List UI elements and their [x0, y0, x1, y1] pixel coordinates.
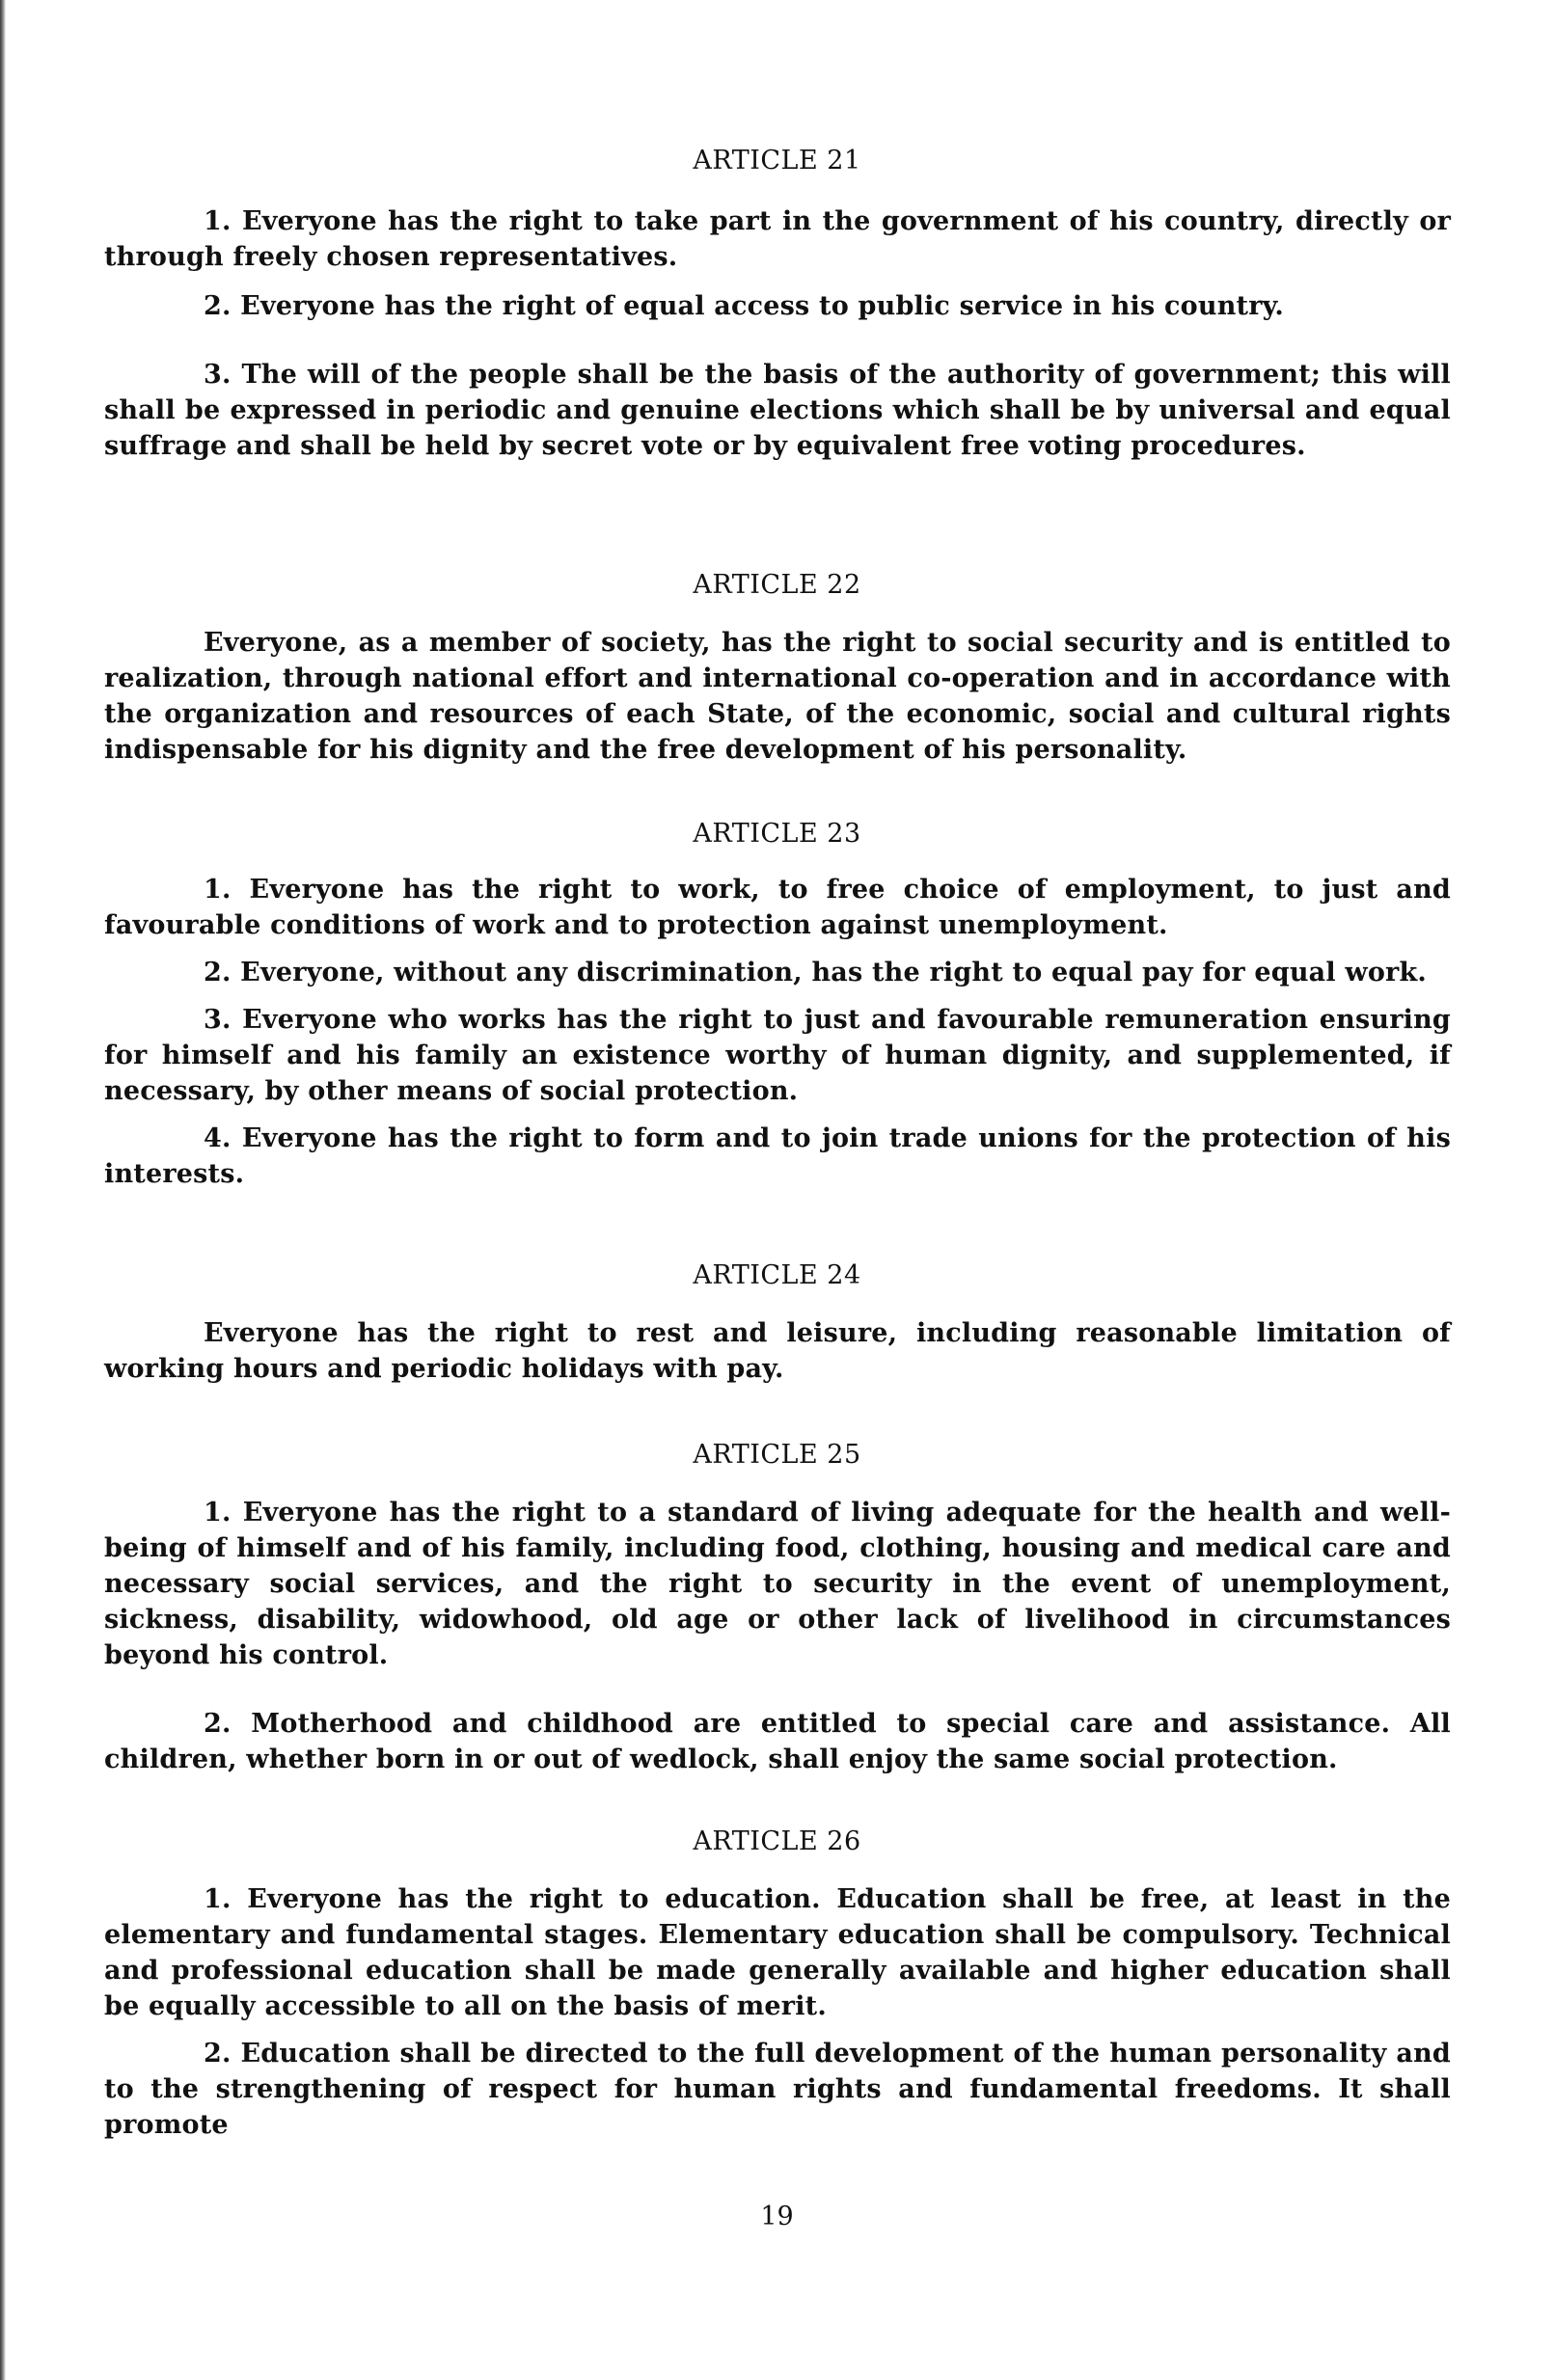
article-21-heading: ARTICLE 21 [693, 146, 861, 176]
article-26-body [104, 1881, 1451, 2143]
article-26-heading: ARTICLE 26 [693, 1826, 861, 1856]
article-25-paragraph-2: 2. Motherhood and childhood are entitled to special care and assistance. All children, whether born in or out of wedlock, shall enjoy the same social protection. [104, 1709, 1451, 1774]
article-22-paragraph-1: Everyone, as a member of society, has the right to social security and is entitled to realization, through national effort and international co-operation and in accordance with the organization and resources of each State, of the economic, social and cultural rights indispensable for his dignity and the free development of his personality. [104, 628, 1451, 765]
article-23-paragraph-4: 4. Everyone has the right to form and to join trade unions for the protection of his interests. [104, 1123, 1451, 1189]
article-21-paragraph-1: 1. Everyone has the right to take part in the government of his country, directly or through freely chosen representatives. [104, 206, 1451, 272]
article-23-paragraph-3: 3. Everyone who works has the right to just and favourable remuneration ensuring for himself and his family an existence worthy of human dignity, and supplemented, if necessary, by other means of social protection. [104, 1005, 1451, 1106]
article-26-paragraph-2: 2. Education shall be directed to the full development of the human personality and to the strengthening of respect for human rights and fundamental freedoms. It shall promote [104, 2039, 1451, 2140]
article-22-body [104, 625, 1451, 768]
article-23-body [104, 872, 1451, 1192]
article-21-paragraph-3: 3. The will of the people shall be the basis of the authority of government; this will shall be expressed in periodic and genuine elections which shall be by universal and equal suffrage and shall be held by secret vote or by equivalent free voting procedures. [104, 360, 1451, 461]
article-23-paragraph-2: 2. Everyone, without any discrimination, has the right to equal pay for equal work. [204, 958, 1427, 987]
article-24-body [104, 1315, 1451, 1387]
page-number: 19 [760, 2202, 794, 2231]
article-21-body [104, 203, 1451, 464]
article-23-paragraph-1: 1. Everyone has the right to work, to free choice of employment, to just and favourable conditions of work and to protection against unemployment. [104, 875, 1451, 940]
article-26-paragraph-1: 1. Everyone has the right to education. Education shall be free, at least in the elementary and fundamental stages. Elementary education shall be compulsory. Technical and professional education shall be made generally available and higher education shall be equally accessible to all on the basis of merit. [104, 1884, 1451, 2021]
article-21-paragraph-2: 2. Everyone has the right of equal access to public service in his country. [204, 291, 1285, 321]
article-24-paragraph-1: Everyone has the right to rest and leisure, including reasonable limitation of working hours and periodic holidays with pay. [104, 1318, 1451, 1384]
article-22-heading: ARTICLE 22 [693, 570, 861, 600]
article-25-heading: ARTICLE 25 [693, 1440, 861, 1470]
article-25-body [104, 1495, 1451, 1777]
article-24-heading: ARTICLE 24 [693, 1260, 861, 1290]
article-25-paragraph-1: 1. Everyone has the right to a standard of living adequate for the health and well-being of himself and of his family, including food, clothing, housing and medical care and necessary social services, and the right to security in the event of unemployment, sickness, disability, widowhood, old age or other lack of livelihood in circumstances beyond his control. [104, 1498, 1451, 1670]
article-23-heading: ARTICLE 23 [693, 819, 861, 849]
scan-edge [0, 0, 6, 2380]
